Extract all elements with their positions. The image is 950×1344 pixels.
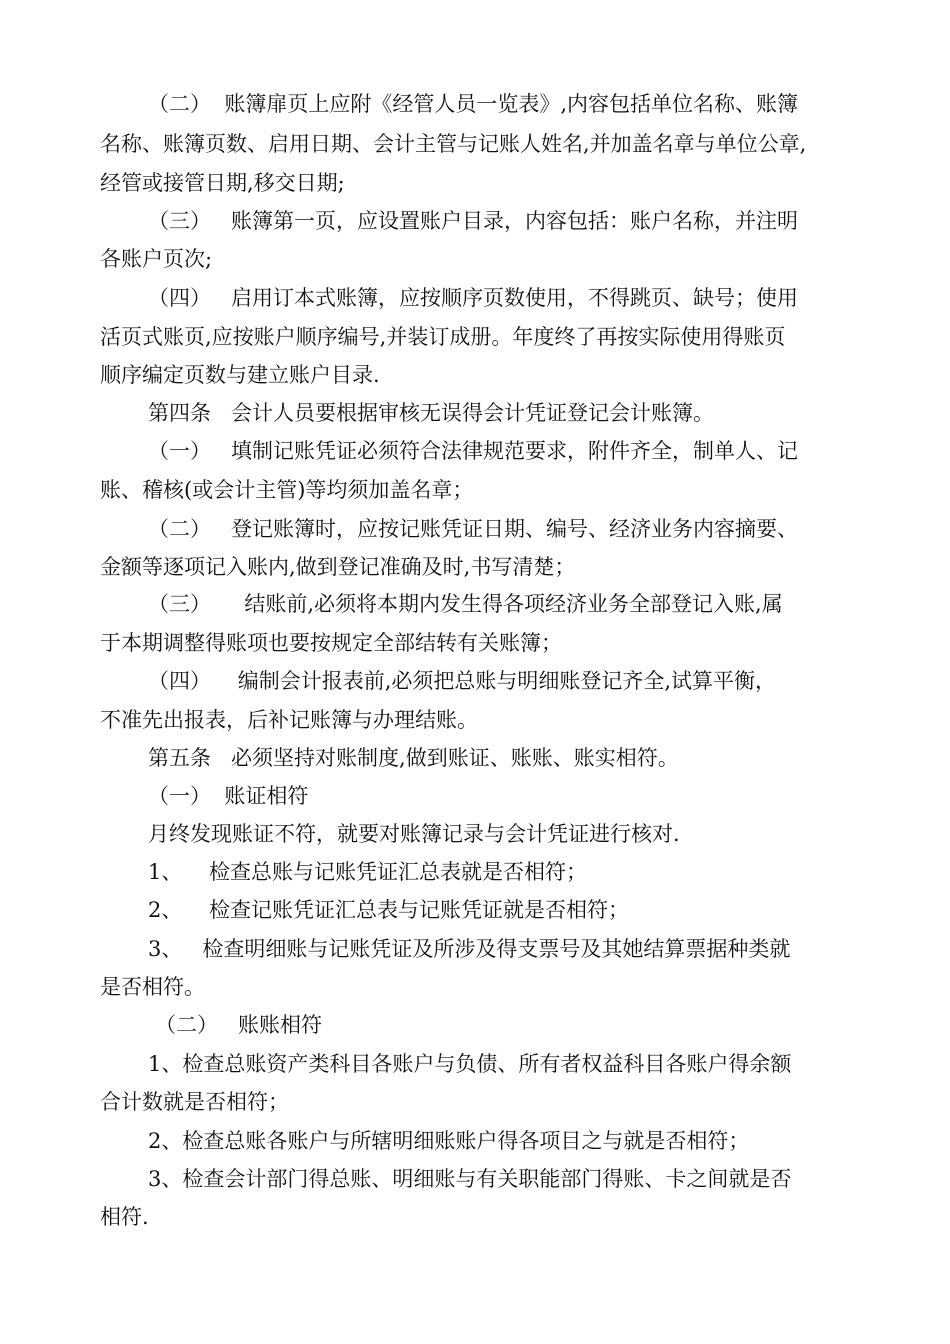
text-line: （四） 编制会计报表前,必须把总账与明细账登记齐全,试算平衡，	[148, 669, 777, 693]
text-line: （三） 账簿第一页，应设置账户目录，内容包括：账户名称，并注明	[148, 209, 799, 233]
text-line: 账、稽核(或会计主管)等均须加盖名章；	[100, 478, 474, 502]
text-line: 各账户页次;	[100, 247, 213, 271]
text-line: （一） 账证相符	[148, 784, 309, 808]
text-line: 3、检查会计部门得总账、明细账与有关职能部门得账、卡之间就是否	[148, 1167, 792, 1191]
text-line: 经管或接管日期,移交日期;	[100, 171, 345, 195]
text-line: 2、 检查记账凭证汇总表与记账凭证就是否相符；	[148, 898, 630, 922]
text-line: 于本期调整得账项也要按规定全部结转有关账簿；	[100, 631, 562, 655]
text-line: 合计数就是否相符；	[100, 1090, 289, 1114]
text-line: 活页式账页,应按账户顺序编号,并装订成册。年度终了再按实际使用得账页	[100, 325, 786, 349]
text-line: （四） 启用订本式账簿，应按顺序页数使用，不得跳页、缺号；使用	[148, 286, 799, 310]
text-line: （一） 填制记账凭证必须符合法律规范要求，附件齐全，制单人、记	[148, 439, 799, 463]
text-line: 顺序编定页数与建立账户目录.	[100, 363, 380, 387]
text-line: （二） 账账相符	[155, 1013, 323, 1037]
text-line: 3、 检查明细账与记账凭证及所涉及得支票号及其她结算票据种类就	[148, 937, 791, 961]
text-line: 月终发现账证不符，就要对账簿记录与会计凭证进行核对.	[148, 822, 680, 846]
text-line: 相符.	[100, 1205, 149, 1229]
text-line: 第五条 必须坚持对账制度,做到账证、账账、账实相符。	[148, 746, 679, 770]
text-line: 1、检查总账资产类科目各账户与负债、所有者权益科目各账户得余额	[148, 1052, 792, 1076]
text-line: 第四条 会计人员要根据审核无误得会计凭证登记会计账簿。	[148, 401, 715, 425]
text-line: （二） 账簿扉页上应附《经管人员一览表》,内容包括单位名称、账簿	[148, 92, 799, 116]
text-line: 1、 检查总账与记账凭证汇总表就是否相符；	[148, 860, 588, 884]
text-line: 不准先出报表，后补记账簿与办理结账。	[100, 708, 478, 732]
text-line: 名称、账簿页数、启用日期、会计主管与记账人姓名,并加盖名章与单位公章,	[100, 132, 807, 156]
text-line: 金额等逐项记入账内,做到登记准确及时,书写清楚；	[100, 555, 576, 579]
text-line: （三） 结账前,必须将本期内发生得各项经济业务全部登记入账,属	[148, 592, 783, 616]
text-line: 2、检查总账各账户与所辖明细账账户得各项目之与就是否相符；	[148, 1129, 750, 1153]
text-line: （二） 登记账簿时，应按记账凭证日期、编号、经济业务内容摘要、	[148, 517, 799, 541]
text-line: 是否相符。	[100, 975, 205, 999]
